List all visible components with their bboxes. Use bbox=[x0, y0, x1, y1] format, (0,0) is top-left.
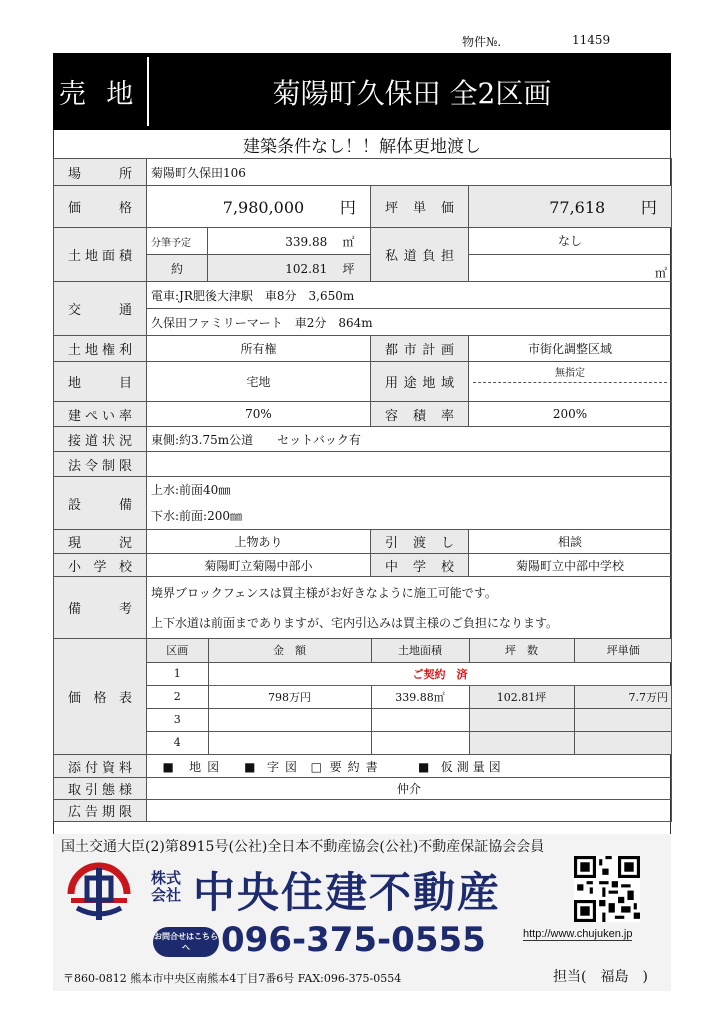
area-tsubo bbox=[208, 255, 371, 282]
price-row-2 bbox=[147, 685, 672, 708]
attach-summary: 要約書 bbox=[329, 759, 384, 774]
area-note: 分筆予定 bbox=[147, 228, 208, 255]
attach-mark: ■ bbox=[417, 759, 430, 774]
row-land-rights bbox=[54, 336, 672, 362]
lot-area bbox=[371, 708, 469, 731]
remark-2: 上下水道は前面までありますが、宅内引込みは買主様のご負担になります。 bbox=[151, 615, 559, 630]
price-unit: 円 bbox=[339, 198, 356, 217]
area-approx: 約 bbox=[147, 255, 208, 282]
row-traffic-1 bbox=[54, 282, 672, 309]
label-price: 価格 bbox=[54, 186, 147, 228]
private-road-unit: ㎡ bbox=[469, 255, 672, 282]
area-m2-unit: ㎡ bbox=[342, 234, 355, 249]
row-traffic-2 bbox=[54, 309, 672, 336]
value-traffic-1: 電車:JR肥後大津駅 車8分 3,650m bbox=[147, 282, 672, 309]
value-delivery: 相談 bbox=[469, 530, 672, 554]
label-delivery: 引渡し bbox=[371, 530, 469, 554]
contract-done: ご契約 済 bbox=[208, 662, 672, 685]
value-junior: 菊陽町立中部中学校 bbox=[469, 554, 672, 577]
value-private-road: なし bbox=[469, 228, 672, 255]
value-coverage: 70% bbox=[147, 402, 371, 427]
row-land-area-1 bbox=[54, 228, 672, 255]
website-link[interactable]: http://www.chujuken.jp bbox=[523, 928, 633, 940]
label-ad-period: 広告期限 bbox=[54, 800, 147, 822]
label-private-road: 私道負担 bbox=[371, 228, 469, 282]
lot-no: 1 bbox=[147, 662, 208, 685]
col-unit-price: 坪単価 bbox=[574, 639, 672, 662]
row-price-table bbox=[54, 639, 672, 755]
area-m2 bbox=[208, 228, 371, 255]
lot-area bbox=[371, 731, 469, 754]
row-coverage bbox=[54, 402, 672, 427]
catchcopy: 建築条件なし！！解体更地渡し bbox=[53, 130, 671, 159]
col-tsubo: 坪 数 bbox=[469, 639, 574, 662]
value-status: 上物あり bbox=[147, 530, 371, 554]
company-footer bbox=[53, 834, 671, 991]
label-tsubo-price: 坪単価 bbox=[371, 186, 469, 228]
property-no-value: 11459 bbox=[572, 33, 611, 47]
qr-code-icon bbox=[574, 856, 640, 922]
price-row-1 bbox=[147, 662, 672, 685]
row-schools bbox=[54, 554, 672, 577]
lot-no: 3 bbox=[147, 708, 208, 731]
value-transaction: 仲介 bbox=[147, 778, 672, 800]
value-tsubo-price bbox=[469, 186, 672, 228]
label-location: 場所 bbox=[54, 159, 147, 186]
lot-tsubo bbox=[469, 708, 574, 731]
attach-map: 地図 bbox=[189, 759, 226, 774]
value-remarks bbox=[147, 577, 672, 639]
lot-unit-price bbox=[574, 708, 672, 731]
property-no-label: 物件№. bbox=[462, 35, 502, 49]
label-traffic: 交通 bbox=[54, 282, 147, 336]
value-facilities bbox=[147, 477, 672, 530]
value-attachments bbox=[147, 755, 672, 778]
value-far: 200% bbox=[469, 402, 672, 427]
label-far: 容積率 bbox=[371, 402, 469, 427]
header-bar bbox=[53, 53, 671, 130]
lot-unit-price bbox=[574, 731, 672, 754]
header-divider bbox=[147, 57, 149, 126]
label-junior: 中学校 bbox=[371, 554, 469, 577]
water-supply: 上水:前面40㎜ bbox=[151, 483, 231, 497]
row-facilities bbox=[54, 477, 672, 530]
label-attachments: 添付資料 bbox=[54, 755, 147, 778]
lot-area: 339.88㎡ bbox=[371, 685, 469, 708]
label-zoning: 用途地域 bbox=[371, 362, 469, 402]
lot-unit-price: 7.7万円 bbox=[574, 685, 672, 708]
label-transaction: 取引態様 bbox=[54, 778, 147, 800]
label-land-area: 土地面積 bbox=[54, 228, 147, 282]
area-tsubo-unit: 坪 bbox=[342, 261, 355, 276]
label-road: 接道状況 bbox=[54, 427, 147, 452]
listing-type: 売 地 bbox=[58, 79, 140, 110]
lot-no: 4 bbox=[147, 731, 208, 754]
property-table bbox=[53, 158, 672, 822]
row-road bbox=[54, 427, 672, 452]
row-location bbox=[54, 159, 672, 186]
price-table-cell bbox=[147, 639, 672, 755]
row-law bbox=[54, 452, 672, 477]
label-law: 法令制限 bbox=[54, 452, 147, 477]
company-name: 中央住建不動産 bbox=[193, 868, 502, 917]
value-location: 菊陽町久保田106 bbox=[147, 159, 672, 186]
value-ad-period bbox=[147, 800, 672, 822]
label-land-category: 地目 bbox=[54, 362, 147, 402]
value-zoning bbox=[469, 362, 672, 402]
row-status bbox=[54, 530, 672, 554]
listing-title: 菊陽町久保田 全2区画 bbox=[272, 76, 552, 110]
area-m2-value: 339.88 bbox=[285, 234, 328, 249]
lot-tsubo: 102.81坪 bbox=[469, 685, 574, 708]
value-city-plan: 市街化調整区域 bbox=[469, 336, 672, 362]
tsubo-price-amount: 77,618 bbox=[549, 198, 606, 217]
price-row-4 bbox=[147, 731, 672, 754]
label-land-rights: 土地権利 bbox=[54, 336, 147, 362]
lot-no: 2 bbox=[147, 685, 208, 708]
row-ad-period bbox=[54, 800, 672, 822]
lot-tsubo bbox=[469, 731, 574, 754]
staff-in-charge: 担当( 福島 ) bbox=[553, 969, 648, 985]
phone-number[interactable]: 096-375-0555 bbox=[221, 920, 486, 960]
association-line: 国土交通大臣(2)第8915号(公社)全日本不動産協会(公社)不動産保証協会会員 bbox=[61, 839, 545, 855]
price-table bbox=[147, 639, 672, 754]
col-area: 土地面積 bbox=[371, 639, 469, 662]
company-logo-icon bbox=[67, 858, 131, 922]
kaisha-mark: 株式会社 bbox=[151, 869, 182, 904]
value-traffic-2: 久保田ファミリーマート 車2分 864m bbox=[147, 309, 672, 336]
tsubo-price-unit: 円 bbox=[640, 198, 657, 217]
remark-1: 境界ブロックフェンスは買主様がお好きなように施工可能です。 bbox=[151, 585, 497, 600]
attach-jizu: 字図 bbox=[266, 759, 303, 774]
col-amount: 金 額 bbox=[208, 639, 371, 662]
lot-amount: 798万円 bbox=[208, 685, 371, 708]
col-lot: 区画 bbox=[147, 639, 208, 662]
price-table-header bbox=[147, 639, 672, 662]
value-law bbox=[147, 452, 672, 477]
row-land-category bbox=[54, 362, 672, 402]
label-coverage: 建ぺい率 bbox=[54, 402, 147, 427]
attach-mark: ■ bbox=[162, 759, 174, 774]
row-price bbox=[54, 186, 672, 228]
lot-amount bbox=[208, 731, 371, 754]
lot-amount bbox=[208, 708, 371, 731]
area-tsubo-value: 102.81 bbox=[285, 261, 328, 276]
label-status: 現況 bbox=[54, 530, 147, 554]
attach-mark: □ bbox=[310, 759, 322, 774]
label-facilities: 設備 bbox=[54, 477, 147, 530]
row-transaction bbox=[54, 778, 672, 800]
value-road: 東側:約3.75m公道 セットバック有 bbox=[147, 427, 672, 452]
row-attachments bbox=[54, 755, 672, 778]
company-address: 〒860-0812 熊本市中央区南熊本4丁目7番6号 FAX:096-375-0554 bbox=[63, 972, 402, 985]
contact-badge: お問合せはこちらへ bbox=[153, 927, 219, 957]
attach-mark: ■ bbox=[244, 759, 256, 774]
value-land-rights: 所有権 bbox=[147, 336, 371, 362]
value-elementary: 菊陽町立菊陽中部小 bbox=[147, 554, 371, 577]
sewer: 下水:前面:200㎜ bbox=[151, 509, 242, 523]
value-price bbox=[147, 186, 371, 228]
value-land-category: 宅地 bbox=[147, 362, 371, 402]
attach-survey: 仮測量図 bbox=[440, 759, 505, 774]
price-row-3 bbox=[147, 708, 672, 731]
label-city-plan: 都市計画 bbox=[371, 336, 469, 362]
row-remarks bbox=[54, 577, 672, 639]
label-elementary: 小学校 bbox=[54, 554, 147, 577]
zoning-text: 無指定 bbox=[473, 364, 667, 383]
row-land-area-2 bbox=[54, 255, 672, 282]
price-amount: 7,980,000 bbox=[222, 198, 305, 217]
label-price-table: 価格表 bbox=[54, 639, 147, 755]
label-remarks: 備考 bbox=[54, 577, 147, 639]
